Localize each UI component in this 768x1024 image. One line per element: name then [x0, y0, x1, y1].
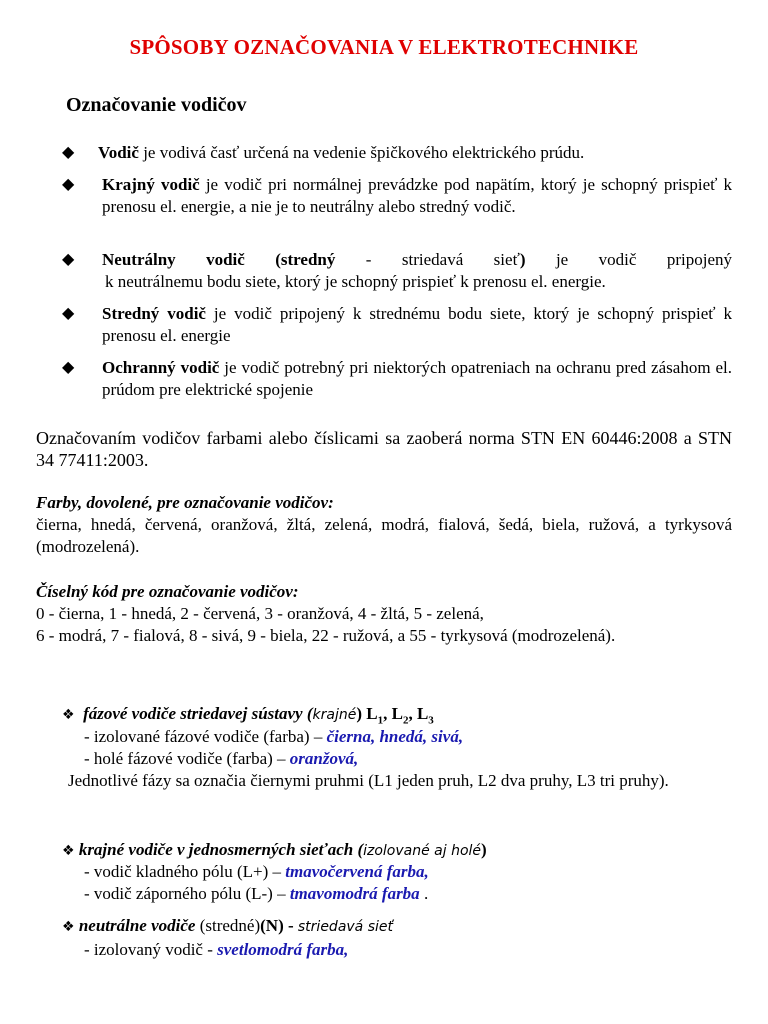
definition-aside: - striedavá sieť — [335, 250, 520, 269]
phase-insulated-label: - izolované fázové vodiče (farba) – — [84, 727, 327, 746]
dc-heading-close: ) — [481, 840, 487, 859]
code-line: 6 - modrá, 7 - fialová, 8 - sivá, 9 - biela, 22 - ružová, a 55 - tyrkysová (modrozelená). — [36, 626, 616, 645]
definition-continued: k neutrálnemu bodu siete, ktorý je schopný prispieť k prenosu el. energie. — [105, 272, 606, 291]
neutral-heading-text: neutrálne vodiče — [78, 916, 196, 935]
neutral-insulated-color: svetlomodrá farba, — [217, 940, 349, 959]
definition-bullet — [62, 249, 732, 293]
term-close: ) — [519, 250, 526, 269]
neutral-symbol: (N) - — [260, 916, 298, 935]
colors-list: čierna, hnedá, červená, oranžová, žltá, zelená, modrá, fialová, šedá, biela, ružová, a tyrkysová (modrozelená). — [36, 515, 732, 556]
phase-insulated — [84, 726, 463, 748]
phase-bare-label: - holé fázové vodiče (farba) – — [84, 749, 290, 768]
clover-bullet-icon: ❖ — [62, 707, 75, 723]
dc-negative — [84, 883, 428, 905]
phase-note: Jednotlivé fázy sa označia čiernymi pruhmi (L1 jeden pruh, L2 dva pruhy, L3 tri pruhy). — [68, 771, 669, 790]
phase-bare — [84, 748, 358, 770]
phase-heading-close: ) — [356, 704, 362, 723]
diamond-bullet-icon: ◆ — [62, 176, 75, 193]
phase-heading-text: fázové vodiče striedavej sústavy ( — [83, 704, 313, 723]
section-heading: Označovanie vodičov — [66, 94, 247, 116]
neutral-insulated — [84, 939, 348, 961]
dc-positive-color: tmavočervená farba, — [285, 862, 429, 881]
clover-bullet-icon: ❖ — [62, 843, 75, 859]
neutral-insulated-label: - izolovaný vodič - — [84, 940, 218, 959]
code-block — [36, 581, 732, 647]
phase-insulated-colors: čierna, hnedá, sivá, — [326, 727, 464, 746]
dc-heading-aside: izolované aj holé — [363, 843, 482, 859]
colors-heading: Farby, dovolené, pre označovanie vodičov: — [36, 493, 334, 512]
term: Ochranný vodič — [102, 358, 220, 377]
definition-bullet — [62, 174, 732, 218]
definition: je vodič pripojený — [525, 250, 732, 269]
diamond-bullet-icon: ◆ — [62, 305, 75, 322]
definition: je vodič pri normálnej prevádzke pod napätím, ktorý je schopný prispieť k prenosu el. energie, a nie je to neutrálny alebo stredný vodič. — [102, 175, 733, 216]
diamond-bullet-icon: ◆ — [62, 144, 75, 161]
definition: je vodič potrebný pri niektorých opatreniach na ochranu pred zásahom el. prúdom pre elektrické spojenie — [102, 358, 732, 399]
definition: je vodič pripojený k strednému bodu siete, ktorý je schopný prispieť k prenosu el. energie — [102, 304, 732, 345]
phase-heading-aside: krajné — [312, 707, 357, 723]
diamond-bullet-icon: ◆ — [62, 251, 75, 268]
term: Vodič — [98, 143, 139, 162]
phase-symbols: $L_1$, $L_2$, $L_3$ — [366, 704, 434, 727]
term: Stredný vodič — [102, 304, 206, 323]
dc-negative-label: - vodič záporného pólu (L-) – — [84, 884, 290, 903]
term: Neutrálny vodič (stredný — [102, 250, 336, 269]
dc-negative-end: . — [419, 884, 429, 903]
code-line: 0 - čierna, 1 - hnedá, 2 - červená, 3 - oranžová, 4 - žltá, 5 - zelená, — [36, 604, 484, 623]
definition-bullet — [62, 303, 732, 347]
neutral-heading-aside: (stredné) — [195, 916, 261, 935]
term: Krajný vodič — [102, 175, 200, 194]
phase-bare-color: oranžová, — [289, 749, 359, 768]
dc-negative-color: tmavomodrá farba — [289, 884, 420, 903]
neutral-heading-sub: striedavá sieť — [297, 919, 393, 935]
code-heading: Číselný kód pre označovanie vodičov: — [36, 582, 299, 601]
definition-bullet — [62, 142, 732, 164]
dc-positive-label: - vodič kladného pólu (L+) – — [84, 862, 286, 881]
definition-bullet — [62, 357, 732, 401]
page-title: SPÔSOBY OZNAČOVANIA V ELEKTROTECHNIKE — [129, 35, 639, 59]
neutral-heading — [62, 915, 393, 938]
definition: je vodivá časť určená na vedenie špičkového elektrického prúdu. — [138, 143, 585, 162]
dc-positive — [84, 861, 429, 883]
colors-block — [36, 492, 732, 558]
dc-heading-text: krajné vodiče v jednosmerných sieťach ( — [78, 840, 364, 859]
norm-paragraph: Označovaním vodičov farbami alebo číslicami sa zaoberá norma STN EN 60446:2008 a STN 34 77411:2003. — [36, 428, 732, 470]
dc-heading — [62, 839, 487, 862]
clover-bullet-icon: ❖ — [62, 919, 75, 935]
diamond-bullet-icon: ◆ — [62, 359, 75, 376]
